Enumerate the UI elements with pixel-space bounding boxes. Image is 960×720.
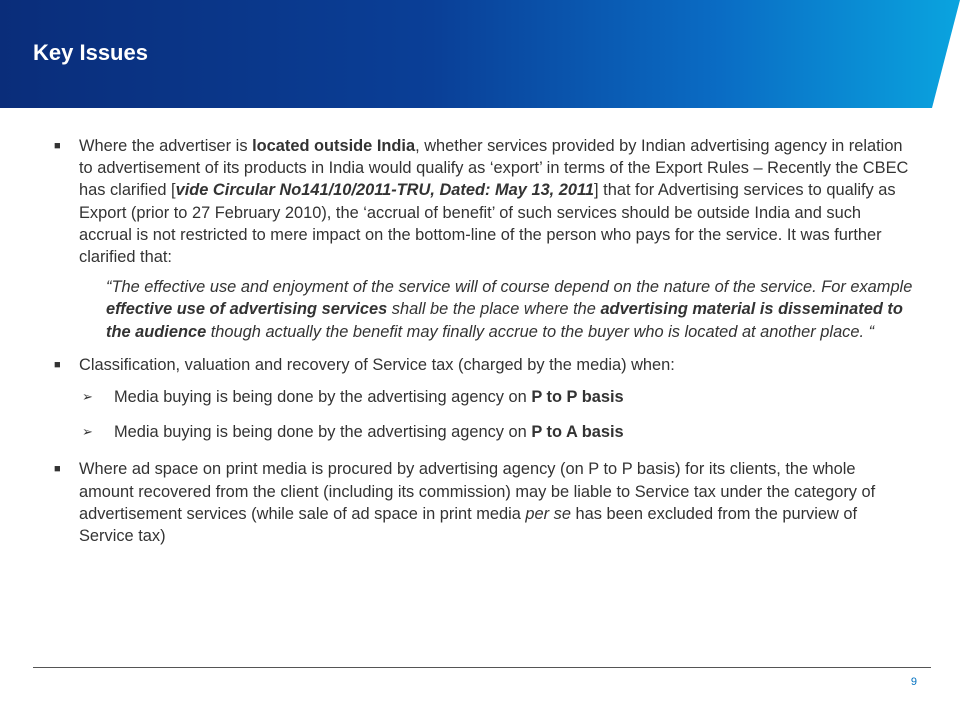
title-banner xyxy=(0,0,960,108)
bullet3-text-2: has been excluded from the purview of Service tax) xyxy=(79,504,858,546)
bullet1-circular-ref: vide Circular No141/10/2011-TRU, Dated: May 13, 2011 xyxy=(175,181,595,200)
bullet3-italic: per se xyxy=(525,504,571,523)
bullet3-text-1: Where ad space on print media is procured by advertising agency (on P to P basis) for its clients, the whole amount recovered from the client (including its commission) may be liable to Service tax under the category of advertisement services (while sale of ad space in print media xyxy=(79,460,876,523)
bullet1-text-1: Where the advertiser is xyxy=(79,137,253,155)
bullet1-text-2: , whether services provided by Indian advertising agency in relation to advertisement of its products in India would qualify as ‘export’ in terms of the Export Rules – Recently the CBEC has clarified [ xyxy=(79,137,909,200)
bullet-export-advertiser xyxy=(52,135,912,268)
arrow-bullet-icon: ➢ xyxy=(82,424,93,440)
square-bullet-icon: ■ xyxy=(54,463,61,476)
sub1-bold: P to P basis xyxy=(531,388,624,407)
quote-text-3: though actually the benefit may finally accrue to the buyer who is located at another place. “ xyxy=(206,322,875,341)
sub2-bold: P to A basis xyxy=(531,423,624,442)
sub-bullet-p-to-p xyxy=(52,386,912,408)
sub1-text: Media buying is being done by the advertising agency on xyxy=(114,388,532,407)
sub2-text: Media buying is being done by the advertising agency on xyxy=(114,423,532,442)
bullet-classification xyxy=(52,354,912,376)
bullet-print-media xyxy=(52,458,912,547)
square-bullet-icon: ■ xyxy=(54,358,61,371)
footer-divider xyxy=(33,667,931,668)
bullet2-text: Classification, valuation and recovery of Service tax (charged by the media) when: xyxy=(79,355,675,374)
arrow-bullet-icon: ➢ xyxy=(82,389,93,405)
square-bullet-icon: ■ xyxy=(54,140,61,152)
quote-text-1: “The effective use and enjoyment of the service will of course depend on the nature of the service. For example xyxy=(106,278,913,297)
slide-title: Key Issues xyxy=(33,40,148,65)
slide-content xyxy=(52,135,912,555)
quote-bold-2: advertising material is disseminated to the audience xyxy=(106,300,903,341)
cbec-quote xyxy=(106,276,916,343)
page-number: 9 xyxy=(910,676,917,688)
sub-bullet-p-to-a xyxy=(52,421,912,443)
quote-bold-1: effective use of advertising services xyxy=(106,300,388,319)
bullet1-text-3: ] that for Advertising services to qualify as Export (prior to 27 February 2010), the ‘accrual of benefit’ of such services should be outside India and such accrual is not restricted to mere impact on the bottom-line of the person who pays for the service. It was further clarified that: xyxy=(79,181,896,267)
bullet1-bold-1: located outside India xyxy=(252,137,416,155)
quote-text-2: shall be the place where the xyxy=(387,300,601,319)
